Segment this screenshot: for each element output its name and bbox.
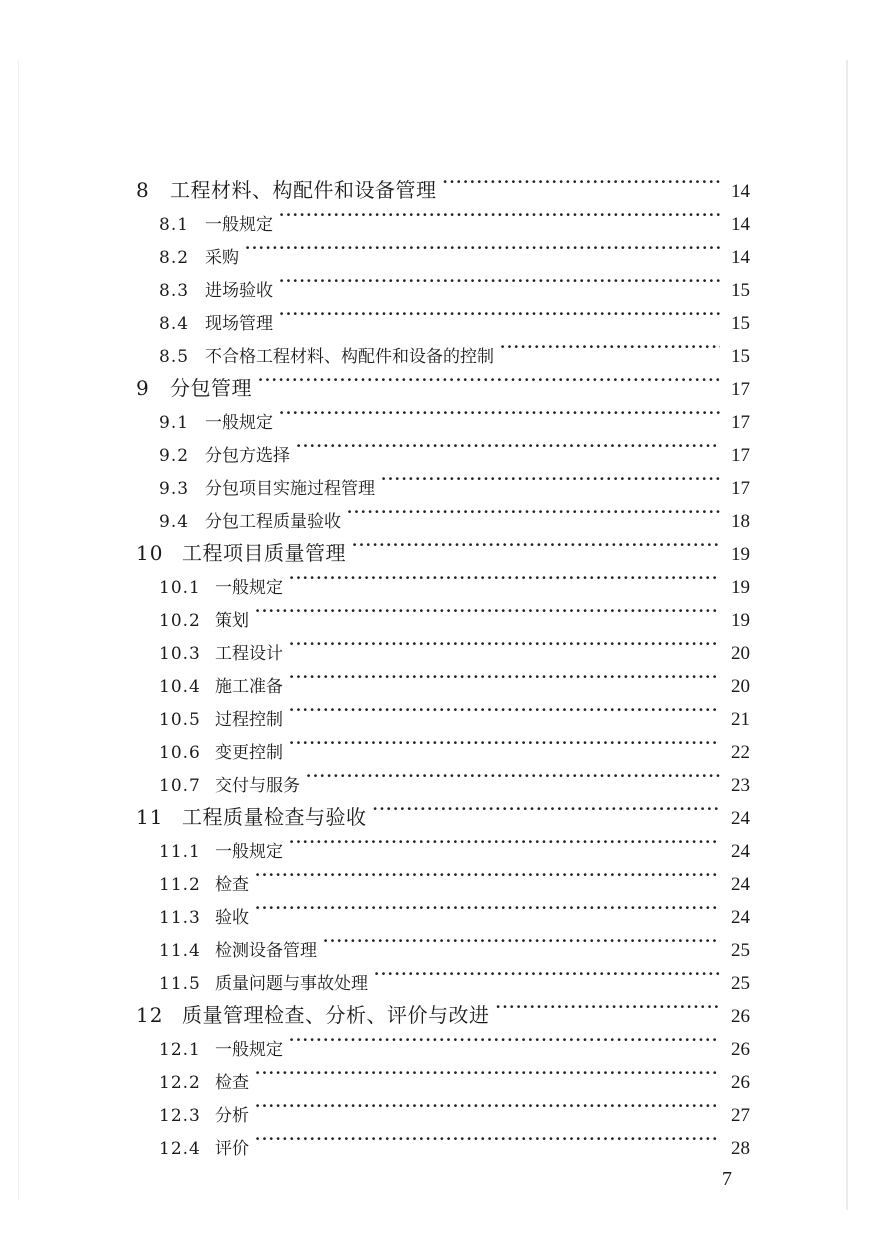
toc-section[interactable] [159,332,750,367]
toc-title: 检测设备管理 [215,941,317,961]
toc-number: 12 [136,1003,164,1027]
toc-title: 进场验收 [205,281,273,301]
toc-number: 8.2 [159,248,190,268]
toc-title: 采购 [205,248,239,268]
toc-page-number: 19 [731,610,750,631]
dot-leader [374,959,720,989]
toc-title: 分包管理 [170,376,252,400]
toc-page-number: 19 [731,544,750,565]
dot-leader [496,992,721,1022]
toc-number: 8.1 [159,215,190,235]
dot-leader [323,926,720,956]
toc-number: 11.5 [159,974,201,994]
toc-section[interactable] [159,1091,750,1126]
toc-number: 11.4 [159,941,201,961]
toc-title: 质量管理检查、分析、评价与改进 [182,1003,490,1027]
toc-page-number: 15 [731,280,750,301]
toc-number: 9.2 [159,446,190,466]
toc-section[interactable] [159,200,750,235]
dot-leader [279,398,720,428]
toc-page-number: 25 [731,940,750,961]
toc-page-number: 15 [731,313,750,334]
toc-page-number: 26 [731,1006,750,1027]
toc-page-number: 21 [731,709,750,730]
dot-leader [289,695,720,725]
toc-page-number: 23 [731,775,750,796]
toc-section[interactable] [159,629,750,664]
toc-page-number: 24 [731,907,750,928]
toc-title: 验收 [215,908,249,928]
toc-title: 工程设计 [215,644,283,664]
toc-section[interactable] [159,728,750,763]
dot-leader [373,794,721,824]
toc-section[interactable] [159,497,750,532]
toc-section[interactable] [159,761,750,796]
toc-number: 8.3 [159,281,190,301]
dot-leader [255,596,720,626]
toc-section[interactable] [159,233,750,268]
toc-number: 11.2 [159,875,201,895]
toc-number: 9 [136,376,150,400]
dot-leader [255,893,720,923]
toc-section[interactable] [159,926,750,961]
toc-title: 一般规定 [205,413,273,433]
toc-number: 12.4 [159,1139,201,1159]
toc-number: 10.4 [159,677,201,697]
toc-title: 检查 [215,875,249,895]
toc-title: 施工准备 [215,677,283,697]
toc-page-number: 26 [731,1072,750,1093]
dot-leader [279,200,720,230]
toc-title: 一般规定 [215,842,283,862]
toc-number: 12.1 [159,1040,201,1060]
toc-page-number: 26 [731,1039,750,1060]
toc-title: 分包方选择 [205,446,290,466]
dot-leader [289,563,720,593]
toc-section[interactable] [159,563,750,598]
toc-title: 评价 [215,1139,249,1159]
toc-title: 一般规定 [215,1040,283,1060]
toc-page-number: 22 [731,742,750,763]
toc-section[interactable] [159,398,750,433]
toc-title: 工程项目质量管理 [182,541,346,565]
dot-leader [443,167,721,197]
dot-leader [255,860,720,890]
toc-title: 工程材料、构配件和设备管理 [170,178,437,202]
toc-section[interactable] [159,662,750,697]
toc-section[interactable] [159,827,750,862]
dot-leader [352,530,720,560]
toc-title: 分析 [215,1106,249,1126]
toc-page-number: 14 [731,247,750,268]
dot-leader [296,431,720,461]
toc-number: 9.3 [159,479,190,499]
toc-chapter[interactable] [136,365,750,400]
toc-section[interactable] [159,596,750,631]
toc-number: 12.3 [159,1106,201,1126]
toc-chapter[interactable] [136,794,750,829]
toc-number: 9.4 [159,512,190,532]
toc-title: 现场管理 [205,314,273,334]
dot-leader [255,1124,720,1154]
dot-leader [500,332,720,362]
toc-title: 交付与服务 [215,776,300,796]
dot-leader [289,629,720,659]
toc-number: 12.2 [159,1073,201,1093]
toc-number: 8.5 [159,347,190,367]
dot-leader [347,497,720,527]
toc-section[interactable] [159,959,750,994]
page-number: 7 [722,1168,732,1190]
toc-number: 8 [136,178,150,202]
toc-page-number: 20 [731,676,750,697]
dot-leader [289,662,720,692]
toc-number: 11.3 [159,908,201,928]
toc-page-number: 20 [731,643,750,664]
toc-section[interactable] [159,893,750,928]
dot-leader [381,464,720,494]
toc-page-number: 17 [731,379,750,400]
toc-section[interactable] [159,1025,750,1060]
toc-number: 10.3 [159,644,201,664]
toc-page-number: 18 [731,511,750,532]
toc-chapter[interactable] [136,167,750,202]
toc-page-number: 14 [731,214,750,235]
toc-number: 10.2 [159,611,201,631]
toc-page-number: 17 [731,478,750,499]
toc-chapter[interactable] [136,530,750,565]
dot-leader [289,1025,720,1055]
toc-title: 分包项目实施过程管理 [205,479,375,499]
toc-title: 一般规定 [215,578,283,598]
toc-number: 8.4 [159,314,190,334]
toc-number: 10.7 [159,776,201,796]
toc-page-number: 28 [731,1138,750,1159]
toc-number: 10.5 [159,710,201,730]
toc-section[interactable] [159,299,750,334]
dot-leader [279,299,720,329]
toc-title: 工程质量检查与验收 [182,805,367,829]
toc-section[interactable] [159,1058,750,1093]
dot-leader [245,233,720,263]
toc-number: 11.1 [159,842,201,862]
dot-leader [306,761,720,791]
toc-section[interactable] [159,695,750,730]
dot-leader [289,728,720,758]
toc-section[interactable] [159,266,750,301]
toc-page-number: 19 [731,577,750,598]
toc-section[interactable] [159,464,750,499]
toc-page-number: 24 [731,808,750,829]
toc-page-number: 17 [731,445,750,466]
toc-page-number: 27 [731,1105,750,1126]
dot-leader [255,1091,720,1121]
toc-section[interactable] [159,431,750,466]
toc-number: 11 [136,805,164,829]
toc-page-number: 24 [731,841,750,862]
toc-title: 过程控制 [215,710,283,730]
toc-page-number: 24 [731,874,750,895]
toc-title: 变更控制 [215,743,283,763]
toc-title: 检查 [215,1073,249,1093]
toc-title: 一般规定 [205,215,273,235]
toc-title: 不合格工程材料、构配件和设备的控制 [205,347,494,367]
toc-section[interactable] [159,860,750,895]
dot-leader [258,365,720,395]
scan-edge-left [18,60,19,1200]
toc-number: 10 [136,541,164,565]
toc-page-number: 15 [731,346,750,367]
dot-leader [279,266,720,296]
toc-section[interactable] [159,1124,750,1159]
toc-number: 10.1 [159,578,201,598]
toc-number: 9.1 [159,413,190,433]
toc-title: 分包工程质量验收 [205,512,341,532]
toc-page-number: 25 [731,973,750,994]
toc-title: 策划 [215,611,249,631]
scan-edge-right [846,60,848,1210]
toc-number: 10.6 [159,743,201,763]
toc-chapter[interactable] [136,992,750,1027]
toc-page-number: 14 [731,181,750,202]
dot-leader [255,1058,720,1088]
toc-page-number: 17 [731,412,750,433]
toc-title: 质量问题与事故处理 [215,974,368,994]
dot-leader [289,827,720,857]
